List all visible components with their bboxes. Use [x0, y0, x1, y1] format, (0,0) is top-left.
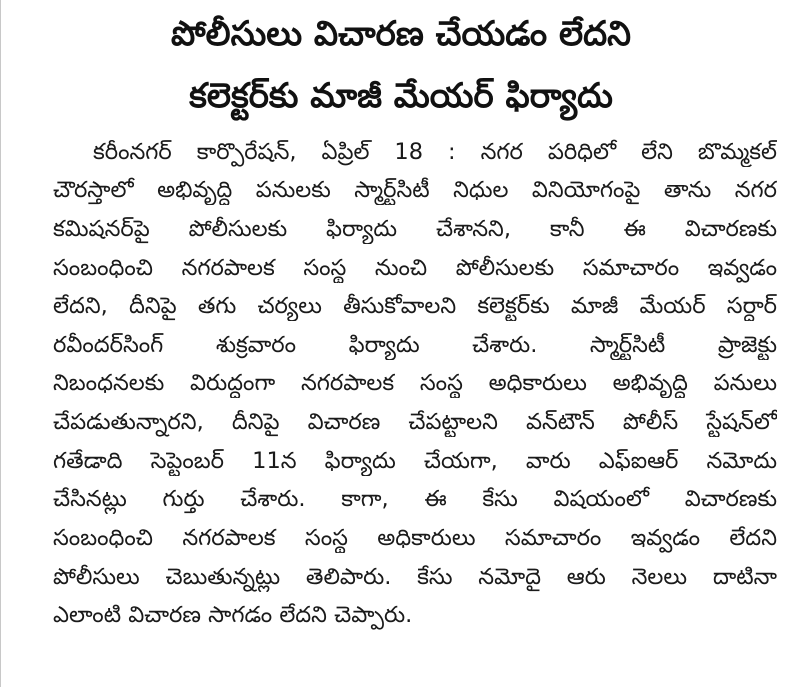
body-line: చౌరస్తాలో అభివృద్ధి పనులకు స్మార్ట్‌సిటీ నిధుల వినియోగంపై తాను నగర: [53, 177, 777, 203]
body-line: రవీందర్‌సింగ్ శుక్రవారం ఫిర్యాదు చేశారు. స్మార్ట్‌సిటీ ప్రాజెక్టు: [53, 332, 777, 358]
body-line: చేపడుతున్నారని, దీనిపై విచారణ చేపట్టాలని వన్‌టౌన్ పోలీస్ స్టేషన్‌లో: [53, 409, 777, 435]
body-line: చేసినట్లు గుర్తు చేశారు. కాగా, ఈ కేసు విషయంలో విచారణకు: [53, 486, 777, 512]
next-article-headline-cut: [41, 672, 761, 687]
body-line: కమిషనర్‌పై పోలీసులకు ఫిర్యాదు చేశానని, కానీ ఈ విచారణకు: [53, 216, 777, 242]
headline-line-1: పోలీసులు విచారణ చేయడం లేదని: [171, 14, 631, 54]
body-line: ఎలాంటి విచారణ సాగడం లేదని చెప్పారు.: [53, 602, 413, 628]
body-line: గతేడాది సెప్టెంబర్ 11న ఫిర్యాదు చేయగా, వారు ఎఫ్‌ఐఆర్ నమోదు: [53, 448, 777, 474]
body-line: కరీంనగర్ కార్పొరేషన్, ఏప్రిల్ 18 : నగర పరిధిలో లేని బొమ్మకల్: [93, 139, 777, 165]
body-line: సంబంధించి నగరపాలక సంస్థ నుంచి పోలీసులకు సమాచారం ఇవ్వడం: [53, 255, 777, 281]
body-line: లేదని, దీనిపై తగు చర్యలు తీసుకోవాలని కలెక్టర్‌కు మాజీ మేయర్ సర్దార్: [53, 293, 777, 319]
headline-line-2: కలెక్టర్‌కు మాజీ మేయర్ ఫిర్యాదు: [189, 76, 613, 116]
body-line: పోలీసులు చెబుతున్నట్లు తెలిపారు. కేసు నమోదై ఆరు నెలలు దాటినా: [53, 564, 777, 590]
body-line: నిబంధనలకు విరుద్ధంగా నగరపాలక సంస్థ అధికారులు అభివృద్ధి పనులు: [53, 370, 777, 396]
next-headline-fragment: [41, 674, 761, 687]
body-line: సంబంధించి నగరపాలక సంస్థ అధికారులు సమాచారం ఇవ్వడం లేదని: [53, 525, 777, 551]
